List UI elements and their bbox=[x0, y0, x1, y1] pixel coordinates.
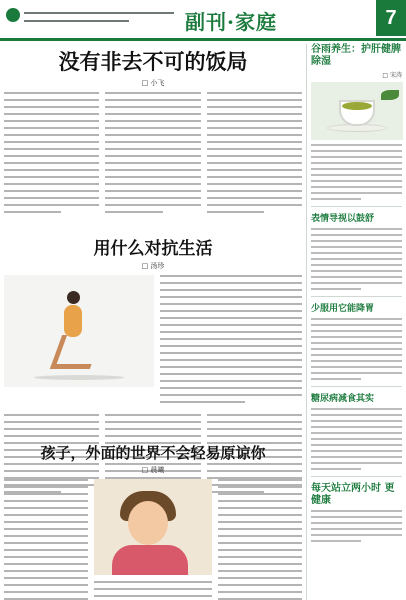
main-column bbox=[4, 44, 302, 600]
text-line-placeholder bbox=[218, 535, 302, 537]
runner-body-shape bbox=[64, 305, 82, 337]
text-line-placeholder bbox=[160, 352, 302, 354]
text-line-placeholder bbox=[4, 113, 99, 115]
text-line-placeholder bbox=[311, 324, 402, 326]
sidebar-divider bbox=[311, 296, 402, 297]
text-line-placeholder bbox=[160, 366, 302, 368]
text-line-placeholder bbox=[207, 113, 302, 115]
text-line-placeholder bbox=[105, 106, 200, 108]
text-line-placeholder bbox=[311, 462, 402, 464]
text-line-placeholder bbox=[311, 456, 402, 458]
text-line-placeholder bbox=[218, 493, 302, 495]
text-line-placeholder bbox=[311, 156, 402, 158]
text-line-placeholder bbox=[4, 591, 88, 593]
text-line-placeholder bbox=[4, 428, 99, 430]
text-line-placeholder bbox=[160, 303, 302, 305]
text-line-placeholder bbox=[311, 234, 402, 236]
text-line-placeholder bbox=[160, 324, 302, 326]
masthead bbox=[0, 0, 406, 42]
text-line-placeholder bbox=[4, 435, 99, 437]
sidebar-divider bbox=[311, 206, 402, 207]
text-line-placeholder bbox=[218, 479, 302, 481]
article-headline: 孩子，外面的世界不会轻易原谅你 bbox=[40, 444, 266, 462]
text-line-placeholder bbox=[4, 141, 99, 143]
text-line-placeholder bbox=[311, 420, 402, 422]
runner-head-shape bbox=[67, 291, 80, 304]
text-line-placeholder bbox=[105, 204, 200, 206]
article-columns bbox=[4, 92, 302, 218]
text-line-placeholder bbox=[160, 310, 302, 312]
text-line-placeholder bbox=[4, 507, 88, 509]
text-line-placeholder bbox=[311, 426, 402, 428]
text-line-placeholder bbox=[105, 155, 200, 157]
text-line-placeholder bbox=[218, 528, 302, 530]
text-line-placeholder bbox=[311, 144, 402, 146]
text-column bbox=[160, 275, 302, 408]
text-line-placeholder bbox=[160, 296, 302, 298]
text-line-placeholder bbox=[311, 444, 402, 446]
article-child bbox=[4, 442, 302, 600]
text-line-placeholder bbox=[218, 542, 302, 544]
text-line-placeholder bbox=[311, 288, 361, 290]
article-banquet bbox=[4, 46, 302, 218]
text-line-placeholder bbox=[207, 204, 302, 206]
girl-photo bbox=[94, 479, 212, 575]
text-line-placeholder bbox=[207, 155, 302, 157]
text-line-placeholder bbox=[311, 522, 402, 524]
runner-shadow-shape bbox=[34, 375, 124, 380]
text-line-placeholder bbox=[160, 282, 302, 284]
article-headline: 没有非去不可的饭局 bbox=[58, 49, 248, 74]
text-line-placeholder bbox=[311, 192, 402, 194]
text-line-placeholder bbox=[160, 331, 302, 333]
text-line-placeholder bbox=[218, 500, 302, 502]
text-line-placeholder bbox=[4, 584, 88, 586]
text-line-placeholder bbox=[105, 120, 200, 122]
text-line-placeholder bbox=[311, 336, 402, 338]
text-line-placeholder bbox=[311, 354, 402, 356]
text-line-placeholder bbox=[311, 516, 402, 518]
text-line-placeholder bbox=[311, 378, 361, 380]
text-line-placeholder bbox=[4, 414, 99, 416]
text-line-placeholder bbox=[4, 204, 99, 206]
article-body-with-photo bbox=[4, 275, 302, 408]
text-line-placeholder bbox=[4, 421, 99, 423]
text-line-placeholder bbox=[311, 246, 402, 248]
text-line-placeholder bbox=[4, 127, 99, 129]
text-line-placeholder bbox=[311, 342, 402, 344]
text-line-placeholder bbox=[105, 435, 200, 437]
text-line-placeholder bbox=[311, 438, 402, 440]
text-line-placeholder bbox=[4, 542, 88, 544]
text-line-placeholder bbox=[105, 127, 200, 129]
runner-photo bbox=[4, 275, 154, 387]
text-line-placeholder bbox=[4, 500, 88, 502]
text-line-placeholder bbox=[311, 360, 402, 362]
text-line-placeholder bbox=[218, 507, 302, 509]
text-line-placeholder bbox=[4, 162, 99, 164]
article-headline: 用什么对抗生活 bbox=[93, 239, 213, 259]
text-line-placeholder bbox=[311, 252, 402, 254]
sidebar-divider bbox=[311, 386, 402, 387]
text-line-placeholder bbox=[4, 528, 88, 530]
article-byline: □ 汤珍 bbox=[141, 262, 165, 270]
text-line-placeholder bbox=[311, 372, 402, 374]
sidebar-item-title: 糖尿病减食其实 bbox=[311, 394, 375, 404]
text-line-placeholder bbox=[311, 228, 402, 230]
sidebar-item-title: 每天站立两小时 更健康 bbox=[311, 483, 395, 506]
text-line-placeholder bbox=[311, 174, 402, 176]
text-line-placeholder bbox=[105, 169, 200, 171]
text-line-placeholder bbox=[94, 595, 212, 597]
text-line-placeholder bbox=[207, 428, 302, 430]
text-line-placeholder bbox=[207, 106, 302, 108]
text-line-placeholder bbox=[105, 414, 200, 416]
text-line-placeholder bbox=[311, 318, 402, 320]
text-line-placeholder bbox=[105, 176, 200, 178]
text-line-placeholder bbox=[4, 535, 88, 537]
page-number-box bbox=[376, 0, 406, 36]
text-line-placeholder bbox=[105, 211, 162, 213]
masthead-meta-line bbox=[24, 20, 129, 22]
text-line-placeholder bbox=[160, 275, 302, 277]
text-line-placeholder bbox=[311, 150, 402, 152]
sidebar-headline: 谷雨养生：护肝健脾除湿 bbox=[311, 44, 401, 67]
text-line-placeholder bbox=[4, 556, 88, 558]
text-line-placeholder bbox=[4, 486, 88, 488]
text-line-placeholder bbox=[311, 198, 361, 200]
text-line-placeholder bbox=[311, 264, 402, 266]
text-line-placeholder bbox=[160, 387, 302, 389]
text-line-placeholder bbox=[311, 528, 402, 530]
page-number: 7 bbox=[385, 7, 397, 29]
text-line-placeholder bbox=[207, 169, 302, 171]
sidebar-divider bbox=[311, 476, 402, 477]
text-line-placeholder bbox=[105, 428, 200, 430]
text-line-placeholder bbox=[160, 317, 302, 319]
text-line-placeholder bbox=[105, 190, 200, 192]
text-line-placeholder bbox=[105, 113, 200, 115]
text-line-placeholder bbox=[4, 493, 88, 495]
text-line-placeholder bbox=[4, 521, 88, 523]
text-line-placeholder bbox=[207, 99, 302, 101]
text-line-placeholder bbox=[105, 197, 200, 199]
text-line-placeholder bbox=[105, 99, 200, 101]
text-line-placeholder bbox=[4, 211, 61, 213]
photo-column bbox=[94, 479, 212, 600]
text-line-placeholder bbox=[218, 570, 302, 572]
text-line-placeholder bbox=[218, 514, 302, 516]
text-line-placeholder bbox=[311, 162, 402, 164]
text-line-placeholder bbox=[311, 168, 402, 170]
tea-shape bbox=[342, 102, 372, 110]
text-line-placeholder bbox=[4, 169, 99, 171]
text-line-placeholder bbox=[160, 394, 302, 396]
text-line-placeholder bbox=[4, 197, 99, 199]
article-byline: □ 晨曦 bbox=[141, 466, 165, 474]
text-line-placeholder bbox=[218, 521, 302, 523]
text-line-placeholder bbox=[207, 197, 302, 199]
text-line-placeholder bbox=[160, 289, 302, 291]
text-line-placeholder bbox=[218, 549, 302, 551]
text-line-placeholder bbox=[207, 141, 302, 143]
text-line-placeholder bbox=[4, 92, 99, 94]
girl-face-shape bbox=[128, 501, 168, 545]
text-line-placeholder bbox=[4, 134, 99, 136]
text-line-placeholder bbox=[4, 155, 99, 157]
text-line-placeholder bbox=[311, 330, 402, 332]
text-line-placeholder bbox=[218, 486, 302, 488]
text-line-placeholder bbox=[311, 276, 402, 278]
text-line-placeholder bbox=[207, 190, 302, 192]
text-line-placeholder bbox=[311, 414, 402, 416]
text-line-placeholder bbox=[207, 134, 302, 136]
text-line-placeholder bbox=[311, 240, 402, 242]
sidebar-item-title: 少服用它能降胃 bbox=[311, 304, 375, 314]
text-line-placeholder bbox=[160, 338, 302, 340]
sidebar-item-title: 表情导视以鼓舒 bbox=[311, 214, 375, 224]
text-line-placeholder bbox=[4, 549, 88, 551]
text-line-placeholder bbox=[207, 211, 264, 213]
text-line-placeholder bbox=[207, 148, 302, 150]
text-line-placeholder bbox=[160, 401, 245, 403]
masthead-rule bbox=[0, 38, 406, 41]
text-line-placeholder bbox=[94, 581, 212, 583]
section-title: 副刊·家庭 bbox=[185, 10, 277, 34]
tea-cup-photo bbox=[311, 82, 403, 140]
text-line-placeholder bbox=[311, 432, 402, 434]
text-column bbox=[4, 479, 88, 600]
text-line-placeholder bbox=[311, 270, 402, 272]
leaf-shape bbox=[381, 90, 399, 100]
text-line-placeholder bbox=[311, 366, 402, 368]
text-line-placeholder bbox=[160, 380, 302, 382]
text-line-placeholder bbox=[311, 534, 402, 536]
text-line-placeholder bbox=[207, 435, 302, 437]
text-line-placeholder bbox=[207, 421, 302, 423]
paper-logo-icon bbox=[6, 8, 20, 22]
text-line-placeholder bbox=[4, 577, 88, 579]
text-line-placeholder bbox=[4, 570, 88, 572]
text-column bbox=[207, 92, 302, 218]
text-line-placeholder bbox=[218, 563, 302, 565]
text-line-placeholder bbox=[4, 479, 88, 481]
text-line-placeholder bbox=[311, 282, 402, 284]
text-line-placeholder bbox=[207, 162, 302, 164]
text-line-placeholder bbox=[207, 183, 302, 185]
text-line-placeholder bbox=[4, 514, 88, 516]
text-line-placeholder bbox=[311, 510, 402, 512]
runner-legs-shape bbox=[50, 335, 102, 369]
sidebar-byline: □ 宋涛 bbox=[382, 72, 402, 79]
text-line-placeholder bbox=[207, 92, 302, 94]
text-line-placeholder bbox=[105, 421, 200, 423]
text-line-placeholder bbox=[4, 99, 99, 101]
text-line-placeholder bbox=[160, 373, 302, 375]
text-line-placeholder bbox=[207, 127, 302, 129]
text-line-placeholder bbox=[218, 591, 302, 593]
text-line-placeholder bbox=[94, 588, 212, 590]
text-line-placeholder bbox=[4, 563, 88, 565]
text-line-placeholder bbox=[207, 176, 302, 178]
text-line-placeholder bbox=[207, 120, 302, 122]
text-column bbox=[105, 92, 200, 218]
article-byline: □ 小飞 bbox=[141, 79, 165, 87]
text-line-placeholder bbox=[4, 176, 99, 178]
girl-shirt-shape bbox=[112, 545, 188, 575]
text-line-placeholder bbox=[105, 134, 200, 136]
text-column bbox=[218, 479, 302, 600]
masthead-meta-line bbox=[24, 12, 174, 14]
text-line-placeholder bbox=[4, 183, 99, 185]
text-line-placeholder bbox=[160, 345, 302, 347]
text-column bbox=[4, 92, 99, 218]
text-line-placeholder bbox=[218, 556, 302, 558]
text-line-placeholder bbox=[4, 190, 99, 192]
text-line-placeholder bbox=[4, 120, 99, 122]
text-line-placeholder bbox=[218, 584, 302, 586]
text-line-placeholder bbox=[311, 408, 402, 410]
masthead-meta-block bbox=[24, 6, 174, 32]
text-line-placeholder bbox=[311, 540, 361, 542]
text-line-placeholder bbox=[160, 359, 302, 361]
text-line-placeholder bbox=[311, 258, 402, 260]
text-line-placeholder bbox=[311, 348, 402, 350]
text-line-placeholder bbox=[4, 106, 99, 108]
text-line-placeholder bbox=[105, 92, 200, 94]
text-line-placeholder bbox=[105, 162, 200, 164]
text-line-placeholder bbox=[311, 468, 361, 470]
text-line-placeholder bbox=[311, 450, 402, 452]
text-line-placeholder bbox=[218, 577, 302, 579]
text-line-placeholder bbox=[105, 141, 200, 143]
text-line-placeholder bbox=[105, 148, 200, 150]
sidebar-column bbox=[306, 44, 402, 600]
article-columns bbox=[4, 479, 302, 600]
text-line-placeholder bbox=[207, 414, 302, 416]
text-line-placeholder bbox=[311, 186, 402, 188]
text-line-placeholder bbox=[105, 183, 200, 185]
text-line-placeholder bbox=[311, 180, 402, 182]
text-line-placeholder bbox=[4, 148, 99, 150]
